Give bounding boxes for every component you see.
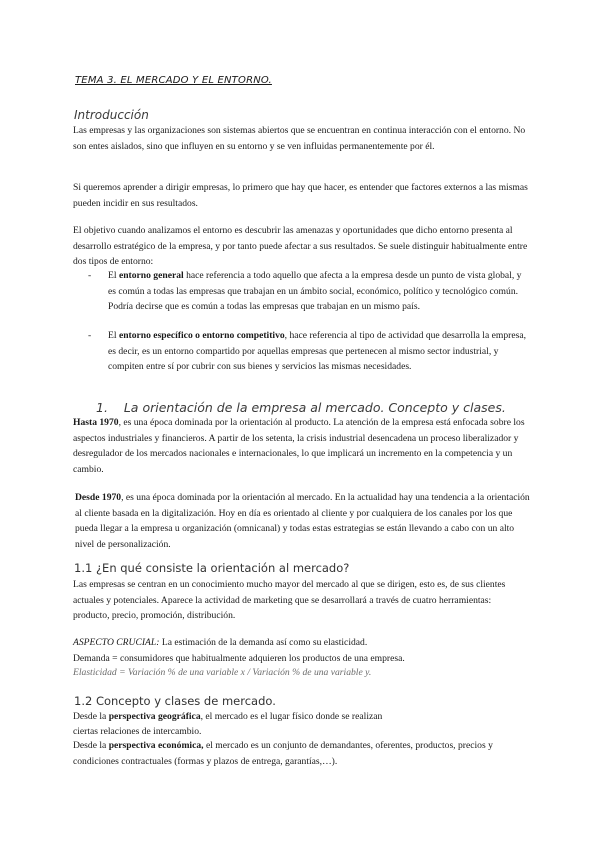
section-1-2-heading: 1.2 Concepto y clases de mercado. <box>74 694 276 708</box>
elasticidad-formula: Elasticidad = Variación % de una variable x / Variación % de una variable y. <box>73 667 372 678</box>
intro-paragraph-3: El objetivo cuando analizamos el entorno es descubrir las amenazas y oportunidades que dicho entorno presenta al desarrollo estratégico de la empresa, y por tanto puede afectar a sus resultados. Se suele distinguir habitualmente entre dos tipos de entorno: <box>73 225 528 268</box>
term-perspectiva-economica: perspectiva económica, <box>108 740 204 751</box>
document-page: TEMA 3. EL MERCADO Y EL ENTORNO. Introducción Las empresas y las organizaciones son sistemas abiertos que se encuentran en continua interacción con el entorno. No son entes aislados, sino que influyen en su entorno y se ven influidas permanentemente por él. Si queremos aprender a dirigir empresas, lo primero que hay que hacer, es entender que factores externos a las mismas pueden incidir en sus resultados. El objetivo cuando analizamos el entorno es descubrir las amenazas y oportunidades que dicho entorno presenta al desarrollo estratégico de la empresa, y por tanto puede afectar a sus resultados. Se suele distinguir habitualmente entre dos tipos de entorno: - El entorno general hace referencia a todo aquello que afecta a la empresa desde un punto de vista global, y es común a todas las empresas que trabajan en un ámbito social, económico, político y tecnológico común. Podría decirse que es común a todas las empresas que trabajan en un mismo país. - El entorno específico o entorno competitivo, hace referencia al tipo de actividad que desarrolla la empresa, es decir, es un entorno compartido por aquellas empresas que pertenecen al mismo sector industrial, y compiten entre sí por cubrir con sus bienes y servicios las mismas necesidades. 1. La orientación de la empresa al mercado. Concepto y clases. Hasta 1970, es una época dominada por la orientación al producto. La atención de la empresa está enfocada sobre los aspectos industriales y financieros. A partir de los setenta, la crisis industrial desencadena un proceso liberalizador y desregulador de los mercados nacionales e internacionales, lo que implicará un incremento en la competencia y un cambio. Desde 1970, es una época dominada por la orientación al mercado. En la actualidad hay una tendencia a la orientación al cliente basada en la digitalización. Hoy en día es orientado al cliente y por cualquiera de los canales por los que pueda llegar a la empresa u organización (omnicanal) y todas estas estrategias se están llevando a cabo con un alto nivel de personalización. 1.1 ¿En qué consiste la orientación al mercado? Las empresas se centran en un conocimiento mucho mayor del mercado al que se dirigen, esto es, de sus clientes actuales y potenciales. Aparece la actividad de marketing que se desarrollará a través de cuatro herramientas: producto, precio, promoción, distribución. ASPECTO CRUCIAL: La estimación de la demanda así como su elasticidad. Demanda = consumidores que habitualmente adquieren los productos de una empresa. Elasticidad = Variación % de una variable x / Variación % de una variable y. 1.2 Concepto y clases de mercado. Desde la perspectiva geográfica, el mercado es el lugar físico donde se realizan ciertas relaciones de intercambio. Desde la perspectiva económica, el mercado es un conjunto de demandantes, oferentes, productos, precios y condiciones contractuales (formas y plazos de entrega, garantías,…). <box>0 0 600 848</box>
aspecto-crucial-label: ASPECTO CRUCIAL: <box>73 637 160 648</box>
section-1-heading <box>96 400 506 415</box>
perspectiva-geografica-line-2: ciertas relaciones de intercambio. <box>73 726 202 737</box>
bullet-dash: - <box>88 330 92 341</box>
intro-heading: Introducción <box>74 108 149 122</box>
section-1-title: La orientación de la empresa al mercado. Concepto y clases. <box>123 400 506 415</box>
section-1-number: 1. <box>96 400 108 415</box>
perspectiva-geografica-line: Desde la perspectiva geográfica, el mercado es el lugar físico donde se realizan <box>73 711 383 722</box>
section-1-1-heading: 1.1 ¿En qué consiste la orientación al mercado? <box>74 561 350 575</box>
term-entorno-especifico: entorno específico o entorno competitivo <box>118 330 285 341</box>
section-1-paragraph-2: Desde 1970, es una época dominada por la orientación al mercado. En la actualidad hay una tendencia a la orientación al cliente basada en la digitalización. Hoy en día es orientado al cliente y por cualquiera de los canales por los que pueda llegar a la empresa u organización (omnicanal) y todas estas estrategias se están llevando a cabo con un alto nivel de personalización. <box>75 492 530 550</box>
perspectiva-economica-paragraph: Desde la perspectiva económica, el mercado es un conjunto de demandantes, oferentes, productos, precios y condiciones contractuales (formas y plazos de entrega, garantías,…). <box>73 740 493 767</box>
demanda-definition: Demanda = consumidores que habitualmente adquieren los productos de una empresa. <box>73 653 405 664</box>
term-perspectiva-geografica: perspectiva geográfica <box>108 711 201 722</box>
intro-paragraph-1: Las empresas y las organizaciones son sistemas abiertos que se encuentran en continua interacción con el entorno. No son entes aislados, sino que influyen en su entorno y se ven influidas permanentemente por él. <box>73 125 526 152</box>
section-1-paragraph-1: Hasta 1970, es una época dominada por la orientación al producto. La atención de la empresa está enfocada sobre los aspectos industriales y financieros. A partir de los setenta, la crisis industrial desencadena un proceso liberalizador y desregulador de los mercados nacionales e internacionales, lo que implicará un incremento en la competencia y un cambio. <box>73 417 525 475</box>
document-title: TEMA 3. EL MERCADO Y EL ENTORNO. <box>75 75 272 86</box>
aspecto-crucial-line: ASPECTO CRUCIAL: La estimación de la demanda así como su elasticidad. <box>73 637 368 648</box>
intro-paragraph-2: Si queremos aprender a dirigir empresas, lo primero que hay que hacer, es entender que factores externos a las mismas pueden incidir en sus resultados. <box>73 182 528 209</box>
section-1-1-paragraph: Las empresas se centran en un conocimiento mucho mayor del mercado al que se dirigen, esto es, de sus clientes actuales y potenciales. Aparece la actividad de marketing que se desarrollará a través de cuatro herramientas: producto, precio, promoción, distribución. <box>73 579 506 622</box>
term-entorno-general: entorno general <box>118 270 184 281</box>
bullet-dash: - <box>88 270 92 281</box>
